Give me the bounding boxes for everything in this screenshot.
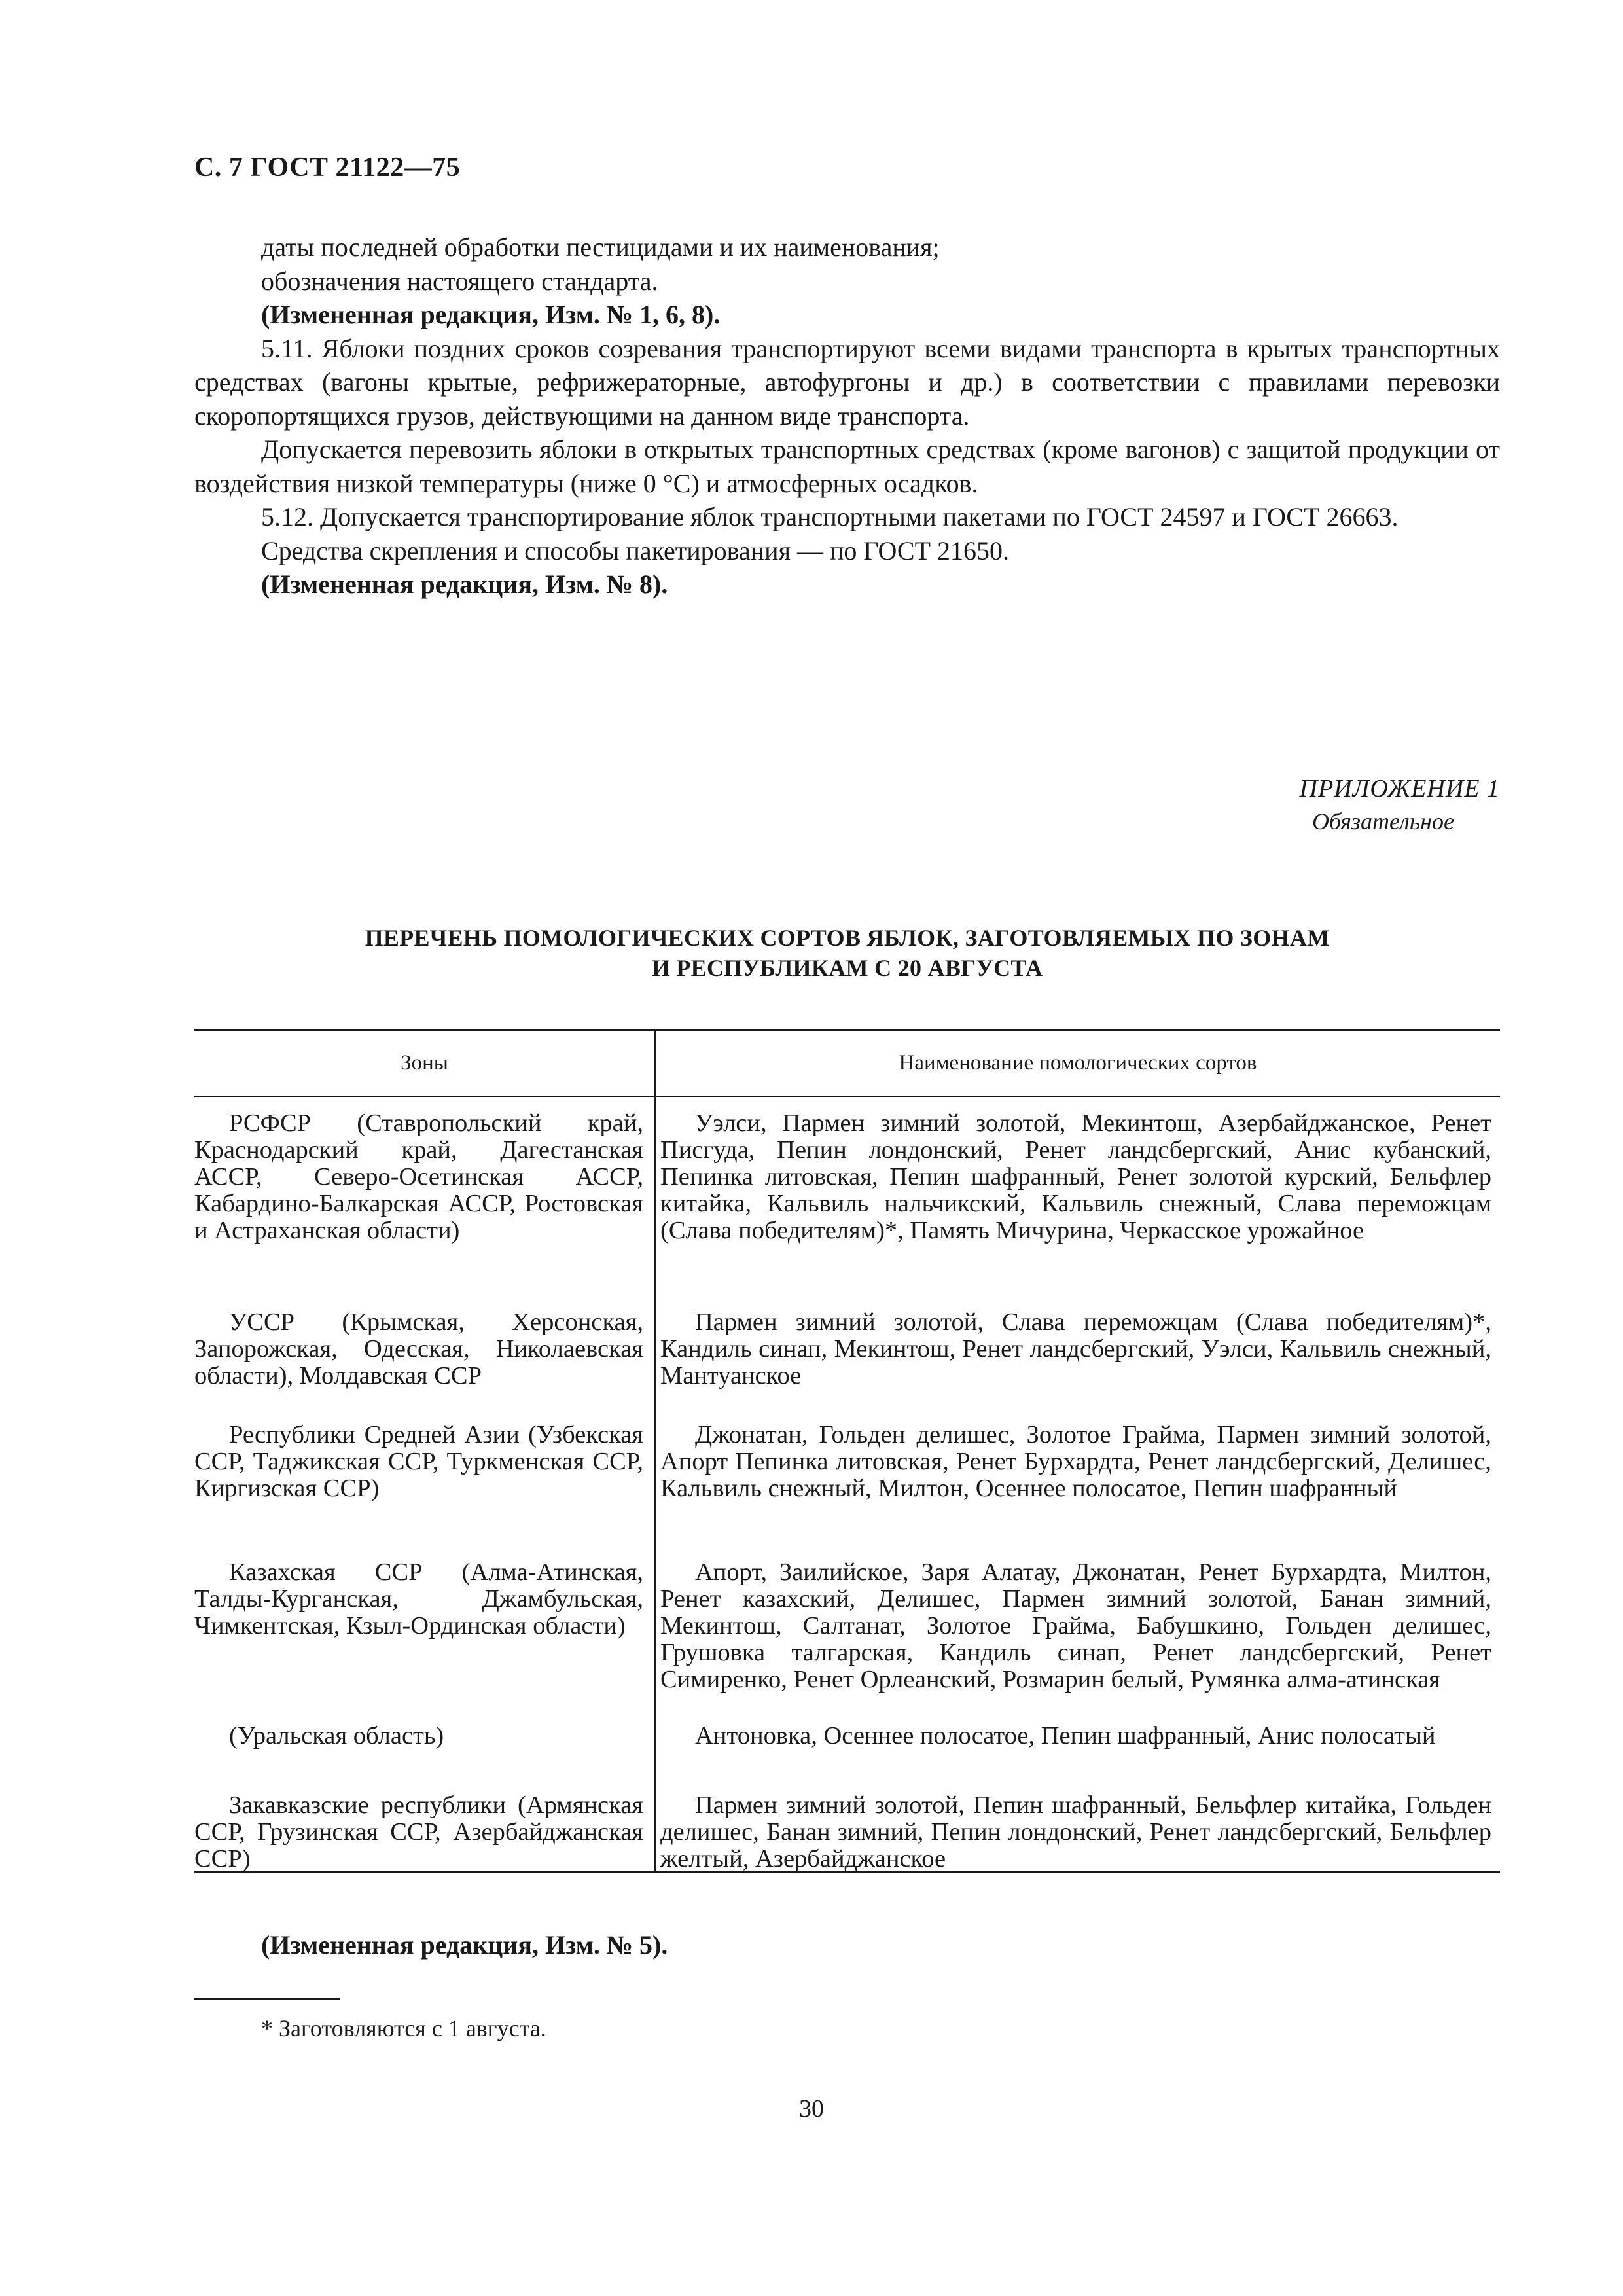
body-text bbox=[194, 230, 1500, 601]
varieties-cell: Уэлси, Пармен зимний золотой, Мекинтош, Азербайджанское, Ренет Писгуда, Пепин лондонский, Ренет ландсбергский, Анис кубанский, Пепинка литовская, Пепин шафранный, Ренет золотой курский, Бельфлер китайка, Кальвиль нальчикский, Кальвиль снежный, Слава переможцам (Слава победителям)*, Память Мичурина, Черкасское урожайное bbox=[660, 1109, 1491, 1244]
amendment-note: (Измененная редакция, Изм. № 1, 6, 8). bbox=[261, 300, 721, 329]
column-header-varieties: Наименование помологических сортов bbox=[899, 1051, 1257, 1075]
varieties-cell: Апорт, Заилийское, Заря Алатау, Джонатан, Ренет Бурхардта, Милтон, Ренет казахский, Делишес, Пармен зимний золотой, Банан зимний, Мекинтош, Салтанат, Золотое Грайма, Бабушкино, Гольден делишес, Грушовка талгарская, Кандиль синап, Ренет ландсбергский, Ренет Симиренко, Ренет Орлеанский, Розмарин белый, Румянка алма-атинская bbox=[660, 1558, 1491, 1693]
paragraph: 5.12. Допускается транспортирование яблок транспортными пакетами по ГОСТ 24597 и ГОСТ 26663. bbox=[261, 502, 1399, 531]
paragraph: Средства скрепления и способы пакетирования — по ГОСТ 21650. bbox=[261, 535, 1010, 565]
page-header: С. 7 ГОСТ 21122—75 bbox=[194, 152, 461, 183]
zone-cell: Республики Средней Азии (Узбекская ССР, Таджикская ССР, Туркменская ССР, Киргизская ССР) bbox=[194, 1421, 643, 1502]
appendix-label bbox=[1300, 771, 1500, 836]
table-title-line: ПЕРЕЧЕНЬ ПОМОЛОГИЧЕСКИХ СОРТОВ ЯБЛОК, ЗАГОТОВЛЯЕМЫХ ПО ЗОНАМ bbox=[365, 925, 1330, 951]
varieties-cell: Пармен зимний золотой, Слава переможцам (Слава победителям)*, Кандиль синап, Мекинтош, Ренет ландсбергский, Уэлси, Кальвиль снежный, Мантуанское bbox=[660, 1308, 1491, 1390]
zone-cell: (Уральская область) bbox=[229, 1722, 444, 1749]
zone-cell: Закавказские республики (Армянская ССР, Грузинская ССР, Азербайджанская ССР) bbox=[194, 1791, 643, 1873]
page-number: 30 bbox=[799, 2095, 824, 2123]
varieties-table bbox=[194, 1029, 1500, 1873]
amendment-note: (Измененная редакция, Изм. № 8). bbox=[261, 569, 668, 599]
table-header-rule bbox=[194, 1096, 1500, 1097]
footnote: * Заготовляются с 1 августа. bbox=[261, 2015, 546, 2041]
paragraph: даты последней обработки пестицидами и их наименования; bbox=[261, 232, 940, 262]
paragraph: Допускается перевозить яблоки в открытых транспортных средствах (кроме вагонов) с защитой продукции от воздействия низкой температуры (ниже 0 °С) и атмосферных осадков. bbox=[194, 435, 1500, 498]
amendment-note: (Измененная редакция, Изм. № 5). bbox=[261, 1930, 668, 1960]
zone-cell: УССР (Крымская, Херсонская, Запорожская, Одесская, Николаевская области), Молдавская ССР bbox=[194, 1308, 643, 1390]
footnote-rule bbox=[194, 1998, 340, 2000]
appendix-title: ПРИЛОЖЕНИЕ 1 bbox=[1299, 775, 1500, 802]
table-title-line: И РЕСПУБЛИКАМ С 20 АВГУСТА bbox=[651, 955, 1043, 981]
zone-cell: Казахская ССР (Алма-Атинская, Талды-Курганская, Джамбульская, Чимкентская, Кзыл-Ординская области) bbox=[194, 1558, 643, 1640]
paragraph: 5.11. Яблоки поздних сроков созревания транспортируют всеми видами транспорта в крытых транспортных средствах (вагоны крытые, рефрижераторные, автофургоны и др.) в соответствии с правилами перевозки скоропортящихся грузов, действующими на данном виде транспорта. bbox=[194, 333, 1500, 431]
varieties-cell: Джонатан, Гольден делишес, Золотое Грайма, Пармен зимний золотой, Апорт Пепинка литовская, Ренет Бурхардта, Ренет ландсбергский, Делишес, Кальвиль снежный, Милтон, Осеннее полосатое, Пепин шафранный bbox=[660, 1421, 1491, 1502]
appendix-subtitle: Обязательное bbox=[1312, 808, 1454, 834]
paragraph: обозначения настоящего стандарта. bbox=[261, 266, 658, 296]
varieties-cell: Антоновка, Осеннее полосатое, Пепин шафранный, Анис полосатый bbox=[695, 1722, 1436, 1749]
table-column-divider bbox=[654, 1029, 656, 1873]
zone-cell: РСФСР (Ставропольский край, Краснодарский край, Дагестанская АССР, Северо-Осетинская АССР, Кабардино-Балкарская АССР, Ростовская и Астраханская области) bbox=[194, 1109, 643, 1244]
table-title bbox=[194, 923, 1500, 983]
varieties-cell: Пармен зимний золотой, Пепин шафранный, Бельфлер китайка, Гольден делишес, Банан зимний, Пепин лондонский, Ренет ландсбергский, Бельфлер желтый, Азербайджанское bbox=[660, 1791, 1491, 1873]
column-header-zones: Зоны bbox=[401, 1051, 448, 1075]
table-top-rule bbox=[194, 1029, 1500, 1031]
